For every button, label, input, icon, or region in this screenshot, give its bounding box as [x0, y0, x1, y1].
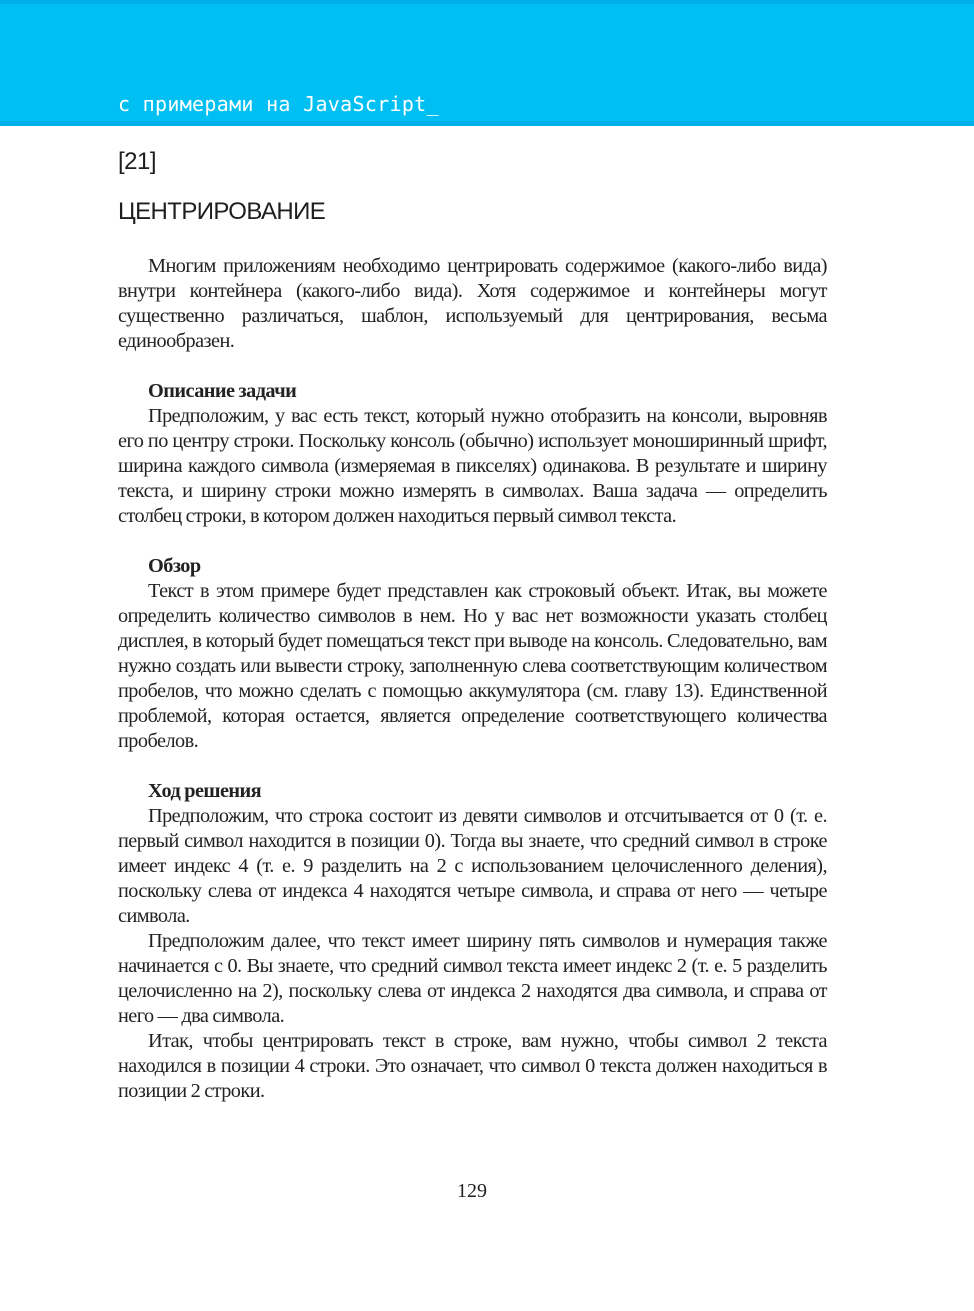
- section-heading-solution: Ход решения: [148, 780, 262, 802]
- spacer: [118, 529, 827, 554]
- solution-paragraph-2: Предположим далее, что текст имеет ширину пять символов и нумерация также начинается с 0. Вы знаете, что средний символ текста имеет индекс 2 (т. е. 5 разделить целочисленно на 2), поскольку слева от индекса 2 находятся два символа, и справа от него — два символа.: [118, 930, 827, 1027]
- spacer: [118, 754, 827, 779]
- task-paragraph: Предположим, у вас есть текст, который нужно отобразить на консоли, выровняв его по центру строки. Поскольку консоль (обычно) использует моноширинный шрифт, ширина каждого символа (измеряемая в пикселях) одинакова. В результате и ширину текста, и ширину строки можно измерять в символах. Ваша задача — определить столбец строки, в котором должен находиться первый символ текста.: [118, 405, 827, 527]
- solution-paragraph-1: Предположим, что строка состоит из девяти символов и отсчитывается от 0 (т. е. первый символ находится в позиции 0). Тогда вы знаете, что средний символ в строке имеет индекс 4 (т. е. 9 разделить на 2 с использованием целочисленного деления), поскольку слева от индекса 4 находятся четыре символа, и справа от него — четыре символа.: [118, 805, 827, 927]
- chapter-title: ЦЕНТРИРОВАНИЕ: [118, 198, 326, 225]
- section-heading-overview: Обзор: [148, 555, 201, 577]
- section-heading-task: Описание задачи: [148, 380, 297, 402]
- intro-paragraph: Многим приложениям необходимо центрировать содержимое (какого-либо вида) внутри контейнера (какого-либо вида). Хотя содержимое и контейнеры могут существенно различаться, шаблон, используемый для центрирования, весьма единообразен.: [118, 255, 827, 352]
- overview-paragraph: Текст в этом примере будет представлен как строковый объект. Итак, вы можете определить количество символов в нем. Но у вас нет возможности указать столбец дисплея, в который будет помещаться текст при выводе на консоль. Следовательно, вам нужно создать или вывести строку, заполненную слева соответствующим количеством пробелов, что можно сделать с помощью аккумулятора (см. главу 13). Единственной проблемой, которая остается, является определение соответствующего количества пробелов.: [118, 580, 827, 752]
- running-title: с примерами на JavaScript_: [118, 92, 439, 116]
- spacer: [118, 354, 827, 379]
- solution-paragraph-3: Итак, чтобы центрировать текст в строке, вам нужно, чтобы символ 2 текста находился в позиции 4 строки. Это означает, что символ 0 текста должен находиться в позиции 2 строки.: [118, 1030, 827, 1102]
- page-body: [118, 254, 827, 1104]
- page-number: 129: [457, 1180, 487, 1202]
- chapter-number: [21]: [118, 148, 157, 175]
- header-band: [0, 0, 974, 126]
